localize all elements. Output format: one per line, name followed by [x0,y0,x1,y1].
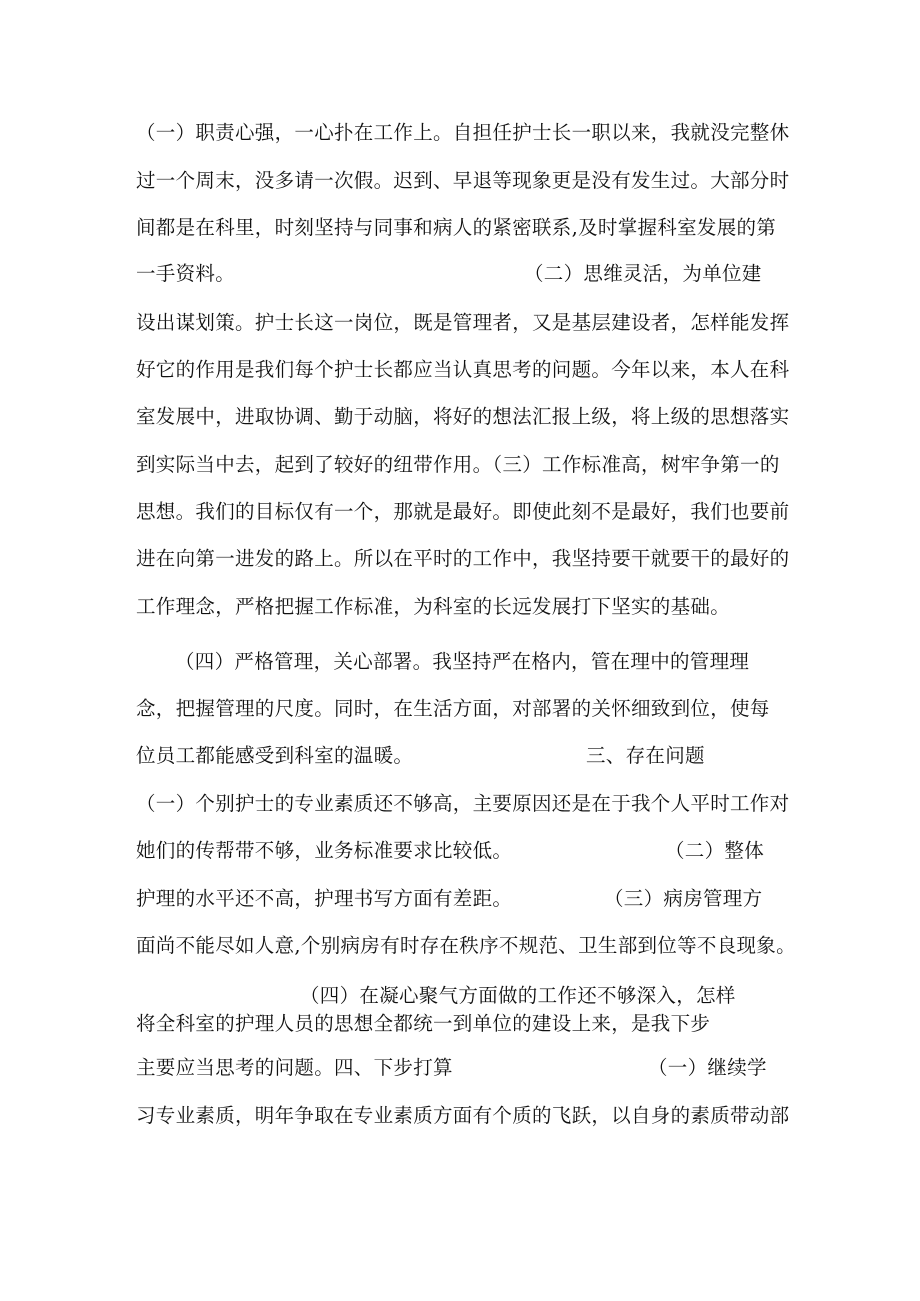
text-line: 到实际当中去，起到了较好的纽带作用。（三）工作标准高，树牢争第一的 [136,453,780,476]
text-line: （二）思维灵活，为单位建 [524,262,762,285]
text-line: 护理的水平还不高，护理书写方面有差距。 [136,887,513,910]
text-line: 她们的传帮带不够，业务标准要求比较低。 [136,839,513,862]
text-line: 好它的作用是我们每个护士长都应当认真思考的问题。今年以来，本人在科 [136,358,790,381]
text-line: 室发展中，进取协调、勤于动脑，将好的想法汇报上级，将上级的思想落实 [136,405,790,428]
text-line: 面尚不能尽如人意,个别病房有时存在秩序不规范、卫生部到位等不良现象。 [136,934,796,957]
text-line: 主要应当思考的问题。四、下步打算 [136,1056,453,1079]
text-line: 念，把握管理的尺度。同时，在生活方面，对部署的关怀细致到位，使每 [136,697,770,720]
text-line: 一手资料。 [136,262,236,285]
text-line: （四）在凝心聚气方面做的工作还不够深入，怎样 [300,984,736,1007]
text-line: （一）继续学 [648,1056,767,1079]
text-line: 工作理念，严格把握工作标准，为科室的长远发展打下坚实的基础。 [136,595,731,618]
text-line: （一）职责心强，一心扑在工作上。自担任护士长一职以来，我就没完整休 [136,121,790,144]
text-line: 设出谋划策。护士长这一岗位，既是管理者，又是基层建设者，怎样能发挥 [136,311,790,334]
text-line: 三、存在问题 [586,744,705,767]
text-line: 习专业素质，明年争取在专业素质方面有个质的飞跃，以自身的素质带动部 [136,1104,790,1127]
text-line: 进在向第一进发的路上。所以在平时的工作中，我坚持要干就要干的最好的 [136,547,790,570]
text-line: （三）病房管理方 [604,887,763,910]
text-line: 将全科室的护理人员的思想全都统一到单位的建设上来，是我下步 [136,1012,711,1035]
text-line: 位员工都能感受到科室的温暖。 [136,744,414,767]
text-line: （四）严格管理，关心部署。我坚持严在格内，管在理中的管理理 [175,650,750,673]
text-line: （二）整体 [665,839,765,862]
text-line: 思想。我们的目标仅有一个，那就是最好。即使此刻不是最好，我们也要前 [136,500,790,523]
text-line: 过一个周末，没多请一次假。迟到、早退等现象更是没有发生过。大部分时 [136,169,790,192]
text-line: 间都是在科里，时刻坚持与同事和病人的紧密联系,及时掌握科室发展的第 [136,216,777,239]
text-line: （一）个别护士的专业素质还不够高，主要原因还是在于我个人平时工作对 [136,792,790,815]
